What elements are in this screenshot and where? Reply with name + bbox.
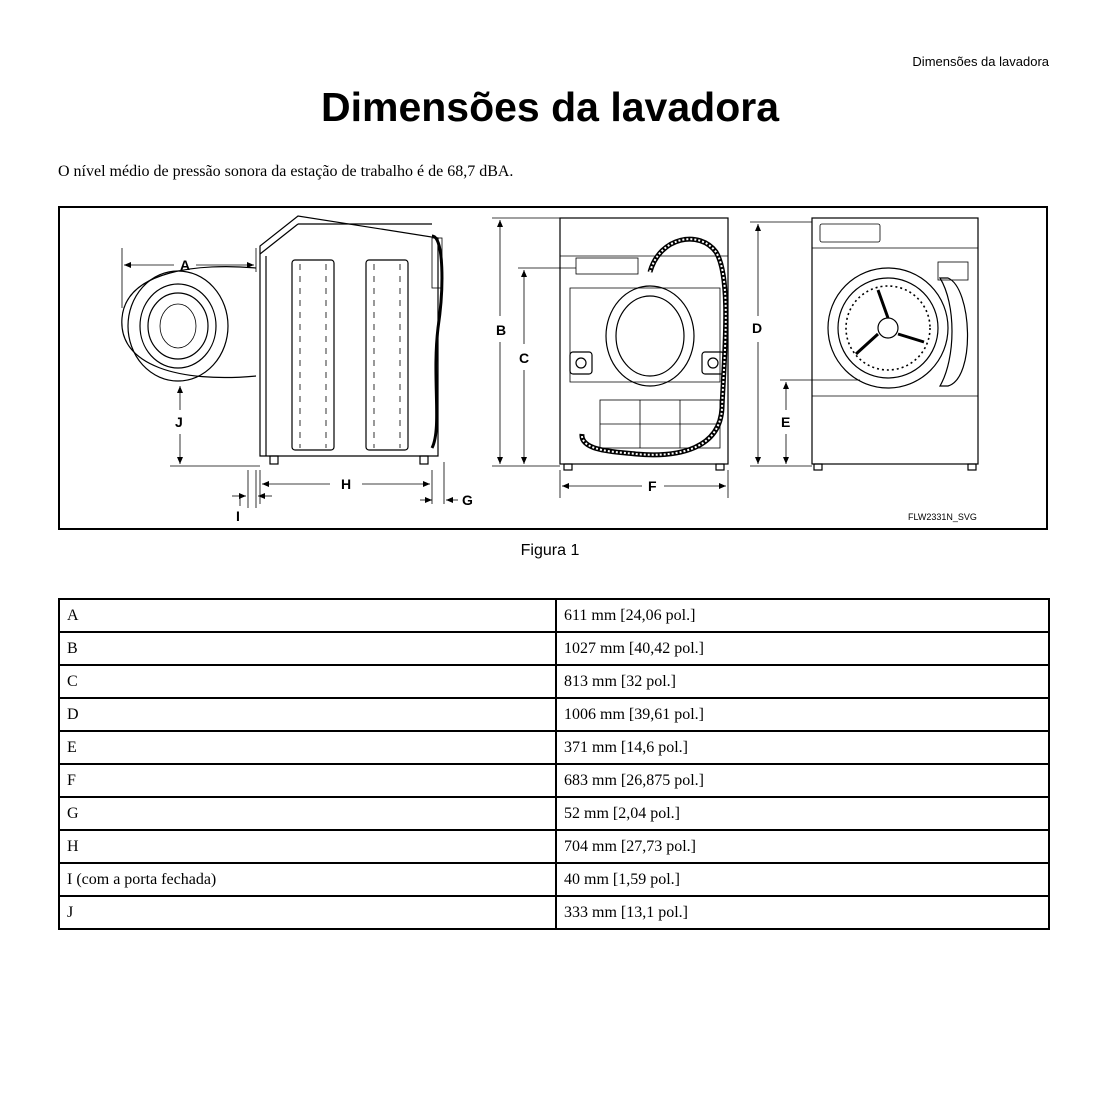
table-row [59,797,1049,830]
table-row [59,665,1049,698]
dimension-value-cell: 371 mm [14,6 pol.] [556,731,1049,764]
dimension-key-cell: G [59,797,556,830]
figure-caption: Figura 1 [520,542,580,559]
table-row [59,764,1049,797]
dimension-key-cell: D [59,698,556,731]
running-header: Dimensões da lavadora [912,54,1049,69]
dimension-key-cell: C [59,665,556,698]
dim-label-a: A [180,257,191,273]
dimension-value-cell: 611 mm [24,06 pol.] [556,599,1049,632]
intro-paragraph: O nível médio de pressão sonora da estação de trabalho é de 68,7 dBA. [58,163,514,180]
dimension-value-cell: 40 mm [1,59 pol.] [556,863,1049,896]
dim-label-f: F [648,478,657,494]
table-row [59,731,1049,764]
washer-dimension-drawing [60,208,1050,532]
dimension-value-cell: 1006 mm [39,61 pol.] [556,698,1049,731]
table-row [59,830,1049,863]
dim-label-j: J [175,414,183,430]
dim-label-b: B [496,322,507,338]
dimension-key-cell: B [59,632,556,665]
dim-label-e: E [781,414,791,430]
dim-label-h: H [341,476,352,492]
table-row [59,632,1049,665]
dimension-key-cell: F [59,764,556,797]
dimension-key-cell: J [59,896,556,929]
dimension-value-cell: 333 mm [13,1 pol.] [556,896,1049,929]
dimension-key-cell: A [59,599,556,632]
front-view [750,218,978,470]
dimension-key-cell: I (com a porta fechada) [59,863,556,896]
table-row [59,698,1049,731]
table-row [59,863,1049,896]
side-view [122,216,458,508]
dimension-value-cell: 683 mm [26,875 pol.] [556,764,1049,797]
dimension-value-cell: 813 mm [32 pol.] [556,665,1049,698]
table-row [59,896,1049,929]
drawing-code: FLW2331N_SVG [908,512,977,522]
page-title: Dimensões da lavadora [320,84,780,130]
dimension-key-cell: H [59,830,556,863]
table-row [59,599,1049,632]
dim-label-c: C [519,350,530,366]
figure-1 [58,206,1048,530]
dim-label-g: G [462,492,473,508]
dimension-value-cell: 52 mm [2,04 pol.] [556,797,1049,830]
dimension-value-cell: 704 mm [27,73 pol.] [556,830,1049,863]
dimension-key-cell: E [59,731,556,764]
dim-label-d: D [752,320,763,336]
dimension-value-cell: 1027 mm [40,42 pol.] [556,632,1049,665]
dim-label-i: I [236,508,240,524]
dimensions-table [58,598,1050,930]
